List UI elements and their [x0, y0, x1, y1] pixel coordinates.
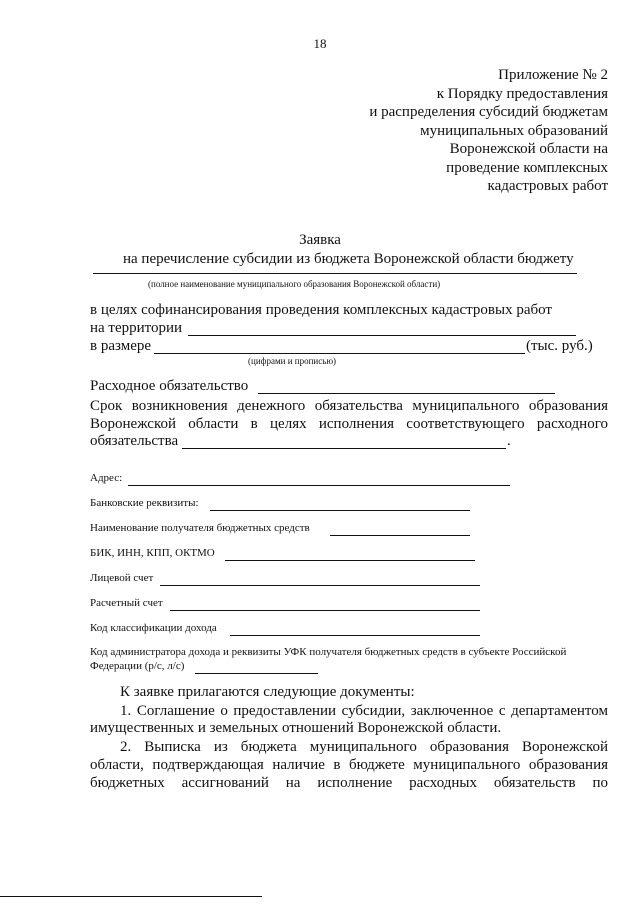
document-item-text: имущественных и земельных отношений Воронежской области. [90, 720, 502, 736]
address-label: Адрес: [90, 472, 123, 484]
codes-label: БИК, ИНН, КПП, ОКТМО [90, 547, 215, 559]
appendix-line: Воронежской области на [449, 141, 608, 157]
term-period: . [507, 433, 511, 449]
footnote-separator [0, 896, 262, 897]
address-field[interactable] [128, 485, 510, 486]
term-text-line: обязательства [90, 433, 179, 449]
amount-label: в размере [90, 338, 152, 354]
admin-label-line: Федерации (р/с, л/с) [90, 660, 185, 672]
territory-label: на территории [90, 320, 183, 336]
purpose-text: в целях софинансирования проведения комплексных кадастровых работ [90, 302, 552, 318]
recipient-label: Наименование получателя бюджетных средств [90, 522, 310, 534]
territory-field[interactable] [188, 335, 576, 336]
settlement-account-label: Расчетный счет [90, 597, 163, 609]
appendix-line: и распределения субсидий бюджетам [369, 104, 608, 120]
document-item-text: 2. Выписка из бюджета муниципального образования Воронежской [120, 739, 608, 755]
expense-obligation-field[interactable] [258, 393, 555, 394]
recipient-field[interactable] [330, 535, 470, 536]
admin-label-line: Код администратора дохода и реквизиты УФК получателя бюджетных средств в субъекте Российской [90, 646, 567, 658]
personal-account-field[interactable] [160, 585, 480, 586]
appendix-line: кадастровых работ [487, 178, 608, 194]
document-item-text: 1. Соглашение о предоставлении субсидии, заключенное с департаментом [120, 703, 608, 719]
appendix-line: проведение комплексных [446, 159, 608, 176]
expense-obligation-label: Расходное обязательство [90, 378, 249, 394]
income-code-field[interactable] [230, 635, 480, 636]
document-item-text: бюджетных ассигнований на исполнение расходных обязательств по [90, 775, 608, 791]
municipality-caption: (полное наименование муниципального образования Воронежской области) [148, 279, 441, 289]
personal-account-label: Лицевой счет [90, 572, 154, 584]
settlement-account-field[interactable] [170, 610, 480, 611]
amount-caption: (цифрами и прописью) [248, 356, 337, 366]
term-text-line: Срок возникновения денежного обязательства муниципального образования [90, 398, 608, 414]
bank-field[interactable] [210, 510, 470, 511]
form-title: Заявка [299, 232, 341, 248]
income-code-label: Код классификации дохода [90, 622, 217, 634]
municipality-line [93, 273, 577, 274]
appendix-line: к Порядку предоставления [436, 85, 608, 102]
term-field[interactable] [182, 448, 506, 449]
admin-field[interactable] [195, 673, 318, 674]
codes-field[interactable] [225, 560, 475, 561]
bank-label: Банковские реквизиты: [90, 497, 199, 509]
amount-field[interactable] [154, 353, 525, 354]
appendix-line: Приложение № 2 [498, 67, 608, 83]
appendix-block [369, 66, 608, 196]
amount-unit: (тыс. руб.) [526, 338, 593, 354]
documents-intro: К заявке прилагаются следующие документы: [120, 684, 415, 700]
page-number: 18 [313, 36, 327, 51]
appendix-line: муниципальных образований [420, 122, 608, 139]
document-item-text: области, подтверждающая наличие в бюджете муниципального образования [90, 757, 608, 773]
form-subtitle: на перечисление субсидии из бюджета Воронежской области бюджету [123, 251, 574, 267]
term-text-line: Воронежской области в целях исполнения соответствующего расходного [90, 416, 608, 432]
